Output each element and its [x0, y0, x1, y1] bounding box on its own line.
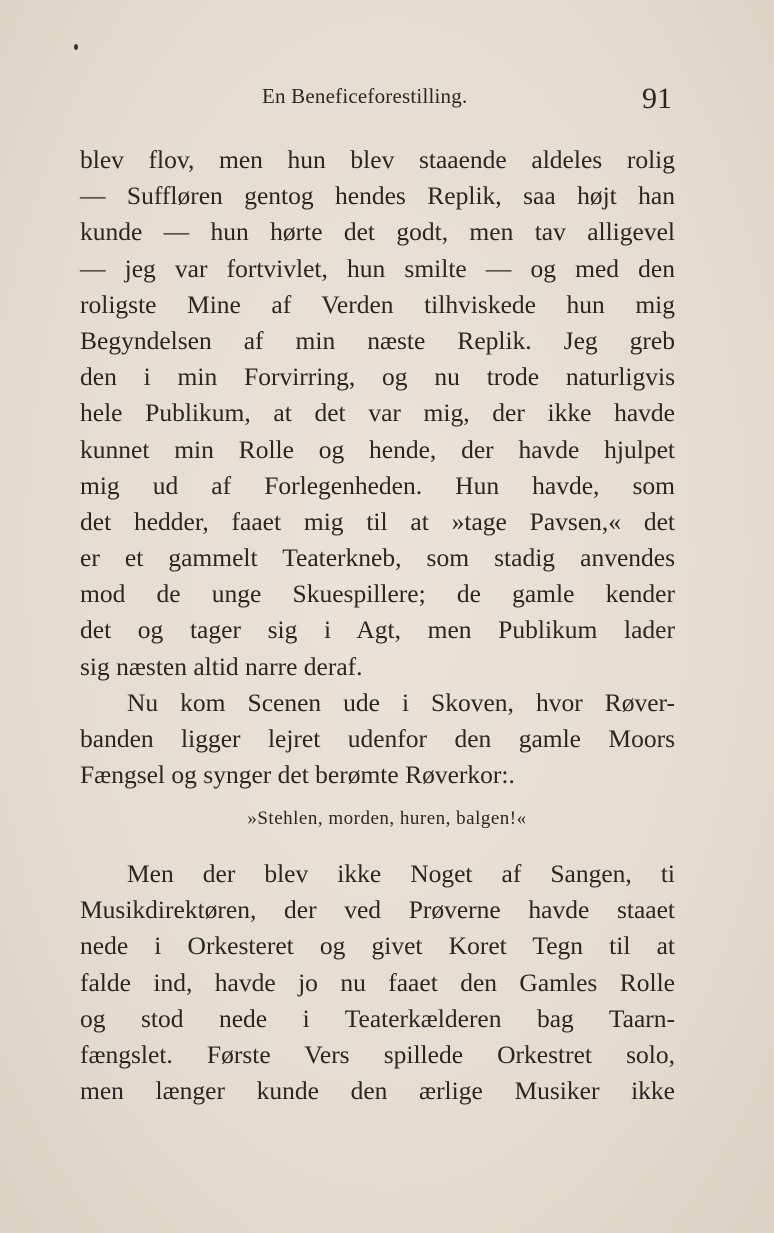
text-line: Begyndelsen af min næste Replik. Jeg greb [80, 325, 675, 355]
page-number: 91 [642, 82, 672, 115]
ink-speck [74, 44, 78, 50]
text-line: men længer kunde den ærlige Musiker ikke [80, 1076, 675, 1106]
text-line: Musikdirektøren, der ved Prøverne havde staaet [80, 895, 675, 925]
text-line: sig næsten altid narre deraf. [80, 651, 363, 681]
text-line: — jeg var fortvivlet, hun smilte — og med den [80, 253, 675, 283]
running-head [0, 80, 774, 114]
text-line: den i min Forvirring, og nu trode naturligvis [80, 362, 675, 392]
text-line: fængslet. Første Vers spillede Orkestret solo, [80, 1039, 675, 1069]
text-line: Nu kom Scenen ude i Skoven, hvor Røver- [127, 687, 675, 717]
text-line: banden ligger lejret udenfor den gamle Moors [80, 724, 675, 753]
body-text-lower [80, 856, 675, 1109]
text-line: — Suffløren gentog hendes Replik, saa højt han [80, 181, 675, 211]
text-line: det hedder, faaet mig til at »tage Pavsen,« det [80, 506, 675, 536]
text-line: og stod nede i Teaterkælderen bag Taarn- [80, 1003, 675, 1033]
text-line: hele Publikum, at det var mig, der ikke havde [80, 398, 675, 428]
body-text-upper [80, 142, 675, 793]
text-line: det og tager sig i Agt, men Publikum lader [80, 615, 675, 645]
text-line: roligste Mine af Verden tilhviskede hun mig [80, 289, 675, 319]
song-quote: »Stehlen, morden, huren, balgen!« [247, 808, 527, 829]
text-line: mod de unge Skuespillere; de gamle kender [80, 579, 675, 609]
text-line: nede i Orkesteret og givet Koret Tegn til at [80, 931, 675, 961]
text-line: Men der blev ikke Noget af Sangen, ti [127, 859, 675, 888]
text-line: er et gammelt Teaterkneb, som stadig anvendes [80, 543, 675, 573]
text-line: mig ud af Forlegenheden. Hun havde, som [80, 470, 675, 500]
text-line: kunde — hun hørte det godt, men tav alligevel [80, 217, 675, 247]
running-title: En Beneficeforestilling. [262, 84, 468, 108]
text-line: Fængsel og synger det berømte Røverkor:. [80, 760, 515, 790]
text-line: kunnet min Rolle og hende, der havde hjulpet [80, 434, 675, 464]
text-line: falde ind, havde jo nu faaet den Gamles Rolle [80, 967, 675, 997]
text-line: blev flov, men hun blev staaende aldeles rolig [80, 145, 675, 174]
